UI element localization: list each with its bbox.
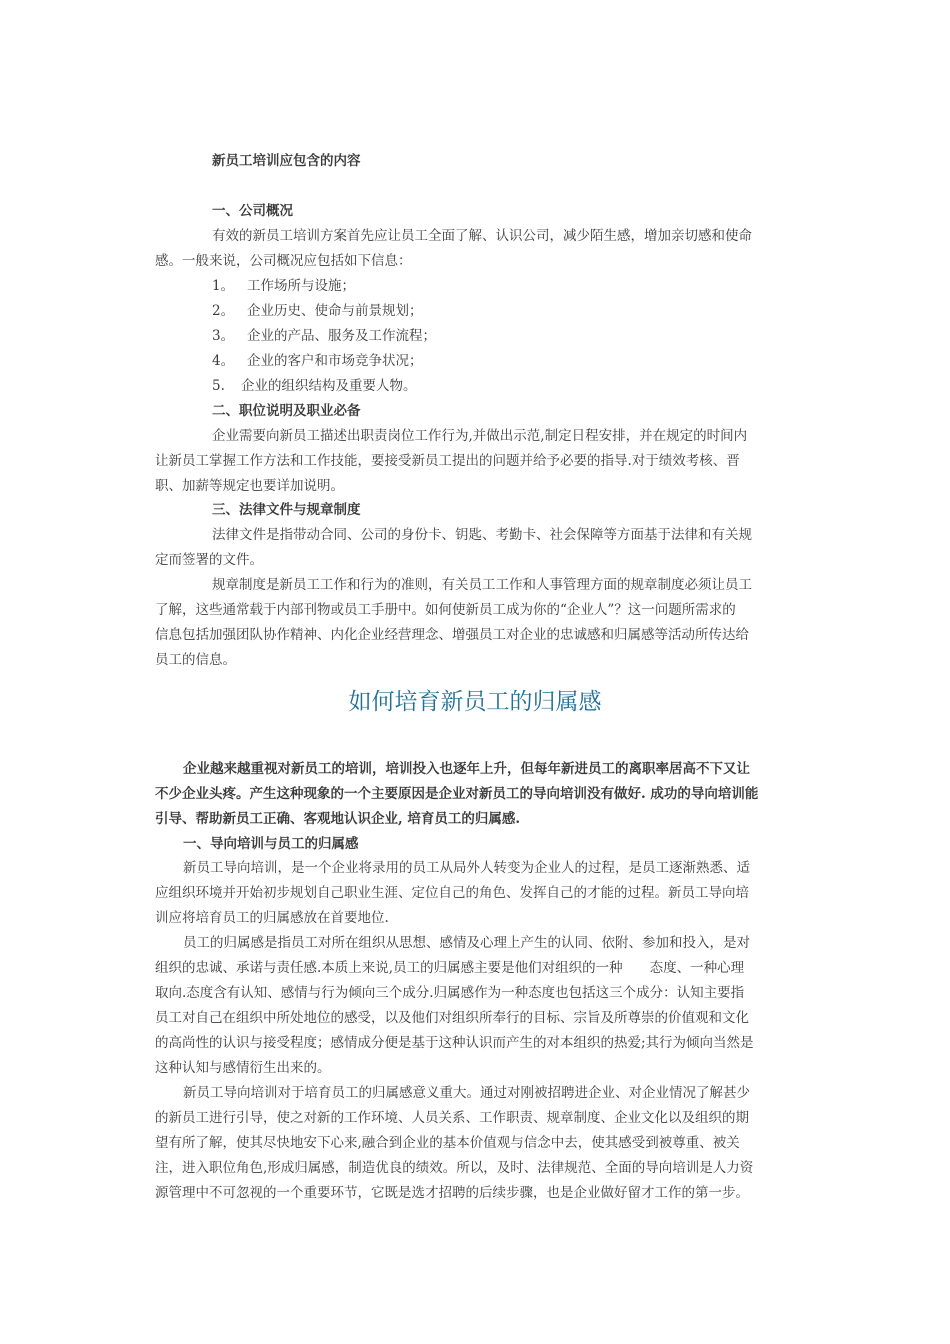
doc-title: 新员工培训应包含的内容 (212, 153, 361, 169)
article-line: 组织的忠诚、承诺与责任感.本质上来说,员工的归属感主要是他们对组织的一种 态度、一种心理 (155, 960, 745, 976)
article-line: 新员工导向培训对于培育员工的归属感意义重大。通过对刚被招聘进企业、对企业情况了解甚少 (183, 1085, 750, 1101)
article-line: 的新员工进行引导，使之对新的工作环境、人员关系、工作职责、规章制度、企业文化以及组织的期 (155, 1110, 749, 1126)
section-3-line: 规章制度是新员工工作和行为的准则，有关员工工作和人事管理方面的规章制度必须让员工 (212, 577, 752, 593)
section-2-heading: 二、职位说明及职业必备 (212, 403, 361, 419)
list-item-number: 3。 (212, 328, 235, 344)
article-line: 源管理中不可忽视的一个重要环节，它既是选才招聘的后续步骤，也是企业做好留才工作的第一步。 (155, 1185, 749, 1201)
article-line: 望有所了解，使其尽快地安下心来,融合到企业的基本价值观与信念中去，使其感受到被尊重、被关 (155, 1135, 740, 1151)
list-item-text: 工作场所与设施； (247, 278, 355, 294)
list-item-text: 企业的组织结构及重要人物。 (241, 378, 417, 394)
article-line: 员工的归属感是指员工对所在组织从思想、感情及心理上产生的认同、依附、参加和投入，是对 (183, 935, 750, 951)
list-item-number: 2。 (212, 303, 235, 319)
section-2-line: 让新员工掌握工作方法和工作技能，要接受新员工提出的问题并给予必要的指导.对于绩效考核、晋 (155, 453, 740, 469)
article-intro-line: 不少企业头疼。产生这种现象的一个主要原因是企业对新员工的导向培训没有做好. 成功的导向培训能 (155, 786, 759, 802)
article-line: 员工对自己在组织中所处地位的感受，以及他们对组织所奉行的目标、宗旨及所尊崇的价值观和文化 (155, 1010, 749, 1026)
section-3-line: 员工的信息。 (155, 652, 236, 668)
list-item-number: 1。 (212, 278, 235, 294)
list-item-number: 5. (212, 378, 225, 394)
article-heading-1: 一、导向培训与员工的归属感 (183, 836, 359, 852)
list-item-number: 4。 (212, 353, 235, 369)
article-line: 训应将培育员工的归属感放在首要地位. (155, 910, 389, 926)
article-title: 如何培育新员工的归属感 (348, 689, 602, 715)
article-line: 注，进入职位角色,形成归属感，制造优良的绩效。所以，及时、法律规范、全面的导向培训是人力资 (155, 1160, 754, 1176)
article-line: 的高尚性的认识与接受程度；感情成分便是基于这种认识而产生的对本组织的热爱;其行为倾向当然是 (155, 1035, 754, 1051)
section-2-line: 职、加薪等规定也要详加说明。 (155, 478, 344, 494)
article-line: 这种认知与感情衍生出来的。 (155, 1060, 331, 1076)
article-intro-line: 企业越来越重视对新员工的培训，培训投入也逐年上升，但每年新进员工的离职率居高不下又让 (183, 761, 750, 777)
article-line: 应组织环境并开始初步规划自己职业生涯、定位自己的角色、发挥自己的才能的过程。新员工导向培 (155, 885, 749, 901)
section-3-line: 了解，这些通常载于内部刊物或员工手册中。如何使新员工成为你的“企业人”？这一问题所需求的 (155, 602, 736, 618)
list-item-text: 企业历史、使命与前景规划； (247, 303, 423, 319)
section-2-line: 企业需要向新员工描述出职责岗位工作行为,并做出示范,制定日程安排，并在规定的时间内 (212, 428, 748, 444)
section-1-line: 有效的新员工培训方案首先应让员工全面了解、认识公司，减少陌生感，增加亲切感和使命 (212, 228, 752, 244)
list-item-text: 企业的产品、服务及工作流程； (247, 328, 436, 344)
section-3-line: 法律文件是指带动合同、公司的身份卡、钥匙、考勤卡、社会保障等方面基于法律和有关规 (212, 527, 752, 543)
section-3-line: 定而签署的文件。 (155, 552, 263, 568)
section-1-heading: 一、公司概况 (212, 203, 293, 219)
article-line: 取向.态度含有认知、感情与行为倾向三个成分.归属感作为一种态度也包括这三个成分：认知主要指 (155, 985, 745, 1001)
section-1-line: 感。一般来说，公司概况应包括如下信息： (155, 253, 412, 269)
section-3-line: 信息包括加强团队协作精神、内化企业经营理念、增强员工对企业的忠诚感和归属感等活动所传达给 (155, 627, 749, 643)
article-line: 新员工导向培训，是一个企业将录用的员工从局外人转变为企业人的过程，是员工逐渐熟悉、适 (183, 860, 750, 876)
section-3-heading: 三、法律文件与规章制度 (212, 502, 361, 518)
list-item-text: 企业的客户和市场竞争状况； (247, 353, 423, 369)
article-intro-line: 引导、帮助新员工正确、客观地认识企业, 培育员工的归属感. (155, 811, 521, 827)
